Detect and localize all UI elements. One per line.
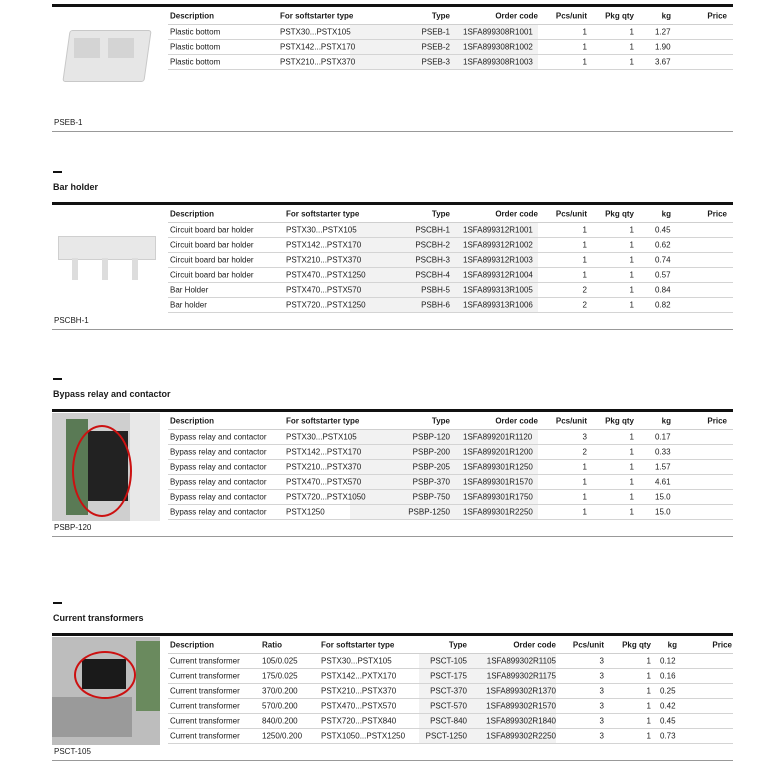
- cell-description: Bypass relay and contactor: [170, 462, 267, 472]
- cell-pkg-qty: 1: [646, 656, 651, 666]
- cell-pkg-qty: 1: [646, 701, 651, 711]
- header-pcs-unit: Pcs/unit: [555, 11, 587, 20]
- cell-kg: 0.42: [660, 701, 676, 711]
- header-order-code: Order code: [495, 209, 538, 218]
- cell-softstarter: PSTX1050...PSTX1250: [321, 731, 406, 741]
- cell-kg: 0.25: [660, 686, 676, 696]
- table-row: [168, 445, 733, 460]
- cell-pcs-unit: 1: [582, 462, 587, 472]
- cell-description: Bar Holder: [170, 285, 209, 295]
- cell-pkg-qty: 1: [646, 686, 651, 696]
- cell-pkg-qty: 1: [629, 57, 634, 67]
- header-type: Type: [431, 11, 450, 20]
- table-row: [168, 684, 733, 699]
- cell-type: PSCT-175: [430, 671, 467, 681]
- table-row: [168, 253, 733, 268]
- cell-softstarter: PSTX470...PSTX570: [321, 701, 397, 711]
- cell-pkg-qty: 1: [629, 42, 634, 52]
- table-row: [168, 268, 733, 283]
- cell-softstarter: PSTX30...PSTX105: [280, 27, 351, 37]
- cell-type: PSCT-570: [430, 701, 467, 711]
- cell-order-code: 1SFA899302R1105: [486, 656, 556, 666]
- cell-order-code: 1SFA899308R1003: [463, 57, 533, 67]
- cell-ratio: 570/0.200: [262, 701, 298, 711]
- product-image: [52, 413, 160, 521]
- cell-description: Circuit board bar holder: [170, 240, 254, 250]
- cell-description: Current transformer: [170, 731, 240, 741]
- section-title: Bar holder: [53, 182, 99, 192]
- cell-order-code: 1SFA899302R1570: [486, 701, 556, 711]
- header-price: Price: [712, 640, 732, 649]
- header-description: Description: [170, 11, 215, 20]
- header-softstarter: For softstarter type: [286, 416, 360, 425]
- highlight-ellipse: [74, 651, 136, 699]
- cell-description: Current transformer: [170, 686, 240, 696]
- table-row: [168, 430, 733, 445]
- header-kg: kg: [661, 11, 671, 20]
- cell-type: PSCBH-1: [415, 225, 450, 235]
- cell-softstarter: PSTX720...PSTX840: [321, 716, 397, 726]
- cell-softstarter: PSTX470...PSTX570: [286, 477, 362, 487]
- cell-pkg-qty: 1: [629, 462, 634, 472]
- header-order-code: Order code: [495, 416, 538, 425]
- section-bottom-rule: [52, 329, 733, 330]
- header-description: Description: [170, 640, 215, 649]
- cell-order-code: 1SFA899301R1570: [463, 477, 533, 487]
- cell-kg: 1.57: [655, 462, 671, 472]
- cell-pkg-qty: 1: [646, 716, 651, 726]
- cell-softstarter: PSTX470...PSTX1250: [286, 270, 366, 280]
- header-softstarter: For softstarter type: [321, 640, 395, 649]
- cell-ratio: 105/0.025: [262, 656, 298, 666]
- cell-kg: 0.74: [655, 255, 671, 265]
- cell-pcs-unit: 1: [582, 57, 587, 67]
- table-row: [168, 669, 733, 684]
- cell-kg: 0.57: [655, 270, 671, 280]
- cell-pkg-qty: 1: [646, 731, 651, 741]
- cell-type: PSBH-5: [421, 285, 450, 295]
- image-caption: PSCT-105: [54, 747, 91, 756]
- cell-description: Plastic bottom: [170, 27, 221, 37]
- cell-pcs-unit: 1: [582, 27, 587, 37]
- cell-order-code: 1SFA899201R1200: [463, 447, 533, 457]
- cell-softstarter: PSTX210...PSTX370: [280, 57, 356, 67]
- cell-pcs-unit: 1: [582, 477, 587, 487]
- cell-pkg-qty: 1: [629, 255, 634, 265]
- cell-softstarter: PSTX142...PXTX170: [321, 671, 397, 681]
- cell-type: PSBP-205: [412, 462, 450, 472]
- cell-type: PSCT-840: [430, 716, 467, 726]
- header-ratio: Ratio: [262, 640, 282, 649]
- cell-pcs-unit: 1: [582, 255, 587, 265]
- cell-description: Bypass relay and contactor: [170, 492, 267, 502]
- cell-pcs-unit: 3: [599, 671, 604, 681]
- cell-softstarter: PSTX210...PSTX370: [321, 686, 397, 696]
- cell-pcs-unit: 3: [599, 686, 604, 696]
- cell-pkg-qty: 1: [629, 492, 634, 502]
- cell-kg: 1.90: [655, 42, 671, 52]
- cell-pcs-unit: 1: [582, 240, 587, 250]
- cell-softstarter: PSTX720...PSTX1050: [286, 492, 366, 502]
- cell-order-code: 1SFA899302R1840: [486, 716, 556, 726]
- table-header: [168, 7, 733, 25]
- cell-kg: 0.12: [660, 656, 676, 666]
- cell-softstarter: PSTX142...PSTX170: [286, 240, 362, 250]
- header-pcs-unit: Pcs/unit: [572, 640, 604, 649]
- cell-pcs-unit: 3: [599, 656, 604, 666]
- cell-kg: 0.17: [655, 432, 671, 442]
- cell-ratio: 175/0.025: [262, 671, 298, 681]
- cell-type: PSEB-1: [421, 27, 450, 37]
- cell-type: PSCBH-3: [415, 255, 450, 265]
- cell-pcs-unit: 1: [582, 270, 587, 280]
- section-bottom-rule: [52, 131, 733, 132]
- table-row: [168, 490, 733, 505]
- cell-kg: 0.33: [655, 447, 671, 457]
- cell-pcs-unit: 1: [582, 225, 587, 235]
- table-row: [168, 25, 733, 40]
- cell-type: PSCBH-2: [415, 240, 450, 250]
- cell-pcs-unit: 1: [582, 42, 587, 52]
- cell-type: PSBP-1250: [408, 507, 450, 517]
- cell-order-code: 1SFA899302R2250: [486, 731, 556, 741]
- section-bottom-rule: [52, 760, 733, 761]
- cell-description: Circuit board bar holder: [170, 225, 254, 235]
- cell-kg: 15.0: [655, 492, 671, 502]
- cell-type: PSCT-105: [430, 656, 467, 666]
- cell-kg: 0.82: [655, 300, 671, 310]
- image-caption: PSCBH-1: [54, 316, 89, 325]
- cell-type: PSEB-2: [421, 42, 450, 52]
- cell-order-code: 1SFA899312R1001: [463, 225, 533, 235]
- cell-kg: 0.16: [660, 671, 676, 681]
- table-row: [168, 283, 733, 298]
- table-row: [168, 654, 733, 669]
- cell-pkg-qty: 1: [629, 447, 634, 457]
- cell-ratio: 840/0.200: [262, 716, 298, 726]
- cell-type: PSEB-3: [421, 57, 450, 67]
- cell-pcs-unit: 2: [582, 447, 587, 457]
- cell-type: PSBP-120: [412, 432, 450, 442]
- cell-description: Current transformer: [170, 671, 240, 681]
- cell-pcs-unit: 2: [582, 300, 587, 310]
- cell-type: PSBP-370: [412, 477, 450, 487]
- cell-order-code: 1SFA899313R1006: [463, 300, 533, 310]
- product-image: [52, 637, 160, 745]
- header-kg: kg: [667, 640, 677, 649]
- cell-order-code: 1SFA899301R2250: [463, 507, 533, 517]
- cell-softstarter: PSTX210...PSTX370: [286, 255, 362, 265]
- cell-kg: 15.0: [655, 507, 671, 517]
- section-bottom-rule: [52, 536, 733, 537]
- header-softstarter: For softstarter type: [280, 11, 354, 20]
- table-row: [168, 729, 733, 744]
- table-header: [168, 636, 733, 654]
- header-kg: kg: [661, 209, 671, 218]
- cell-type: PSCT-370: [430, 686, 467, 696]
- section-dash: [53, 378, 62, 380]
- section-title: Current transformers: [53, 613, 144, 623]
- cell-pkg-qty: 1: [629, 477, 634, 487]
- header-pkg-qty: Pkg qty: [605, 11, 634, 20]
- table-row: [168, 475, 733, 490]
- table-header: [168, 205, 733, 223]
- header-type: Type: [448, 640, 467, 649]
- table-header: [168, 412, 733, 430]
- cell-ratio: 370/0.200: [262, 686, 298, 696]
- cell-softstarter: PSTX30...PSTX105: [286, 225, 357, 235]
- cell-pkg-qty: 1: [629, 285, 634, 295]
- table-row: [168, 223, 733, 238]
- cell-pkg-qty: 1: [629, 432, 634, 442]
- cell-order-code: 1SFA899201R1120: [463, 432, 533, 442]
- cell-description: Bypass relay and contactor: [170, 477, 267, 487]
- cell-order-code: 1SFA899312R1002: [463, 240, 533, 250]
- cell-type: PSCT-1250: [425, 731, 467, 741]
- image-caption: PSEB-1: [54, 118, 83, 127]
- highlight-ellipse: [72, 425, 132, 517]
- cell-type: PSBH-6: [421, 300, 450, 310]
- cell-order-code: 1SFA899308R1002: [463, 42, 533, 52]
- cell-kg: 0.73: [660, 731, 676, 741]
- cell-description: Circuit board bar holder: [170, 255, 254, 265]
- header-description: Description: [170, 416, 215, 425]
- table-row: [168, 298, 733, 313]
- table-row: [168, 40, 733, 55]
- cell-description: Current transformer: [170, 701, 240, 711]
- header-order-code: Order code: [495, 11, 538, 20]
- section-dash: [53, 171, 62, 173]
- cell-pcs-unit: 1: [582, 507, 587, 517]
- cell-softstarter: PSTX30...PSTX105: [286, 432, 357, 442]
- cell-type: PSCBH-4: [415, 270, 450, 280]
- table-row: [168, 55, 733, 70]
- cell-pcs-unit: 1: [582, 492, 587, 502]
- cell-softstarter: PSTX142...PSTX170: [280, 42, 356, 52]
- header-pcs-unit: Pcs/unit: [555, 416, 587, 425]
- header-type: Type: [431, 416, 450, 425]
- cell-description: Bypass relay and contactor: [170, 432, 267, 442]
- cell-description: Bypass relay and contactor: [170, 447, 267, 457]
- cell-pkg-qty: 1: [646, 671, 651, 681]
- cell-pcs-unit: 3: [599, 716, 604, 726]
- cell-order-code: 1SFA899313R1005: [463, 285, 533, 295]
- cell-pkg-qty: 1: [629, 240, 634, 250]
- cell-ratio: 1250/0.200: [262, 731, 303, 741]
- table-row: [168, 460, 733, 475]
- cell-pcs-unit: 3: [599, 701, 604, 711]
- header-pcs-unit: Pcs/unit: [555, 209, 587, 218]
- cell-pkg-qty: 1: [629, 225, 634, 235]
- section-title: Bypass relay and contactor: [53, 389, 171, 399]
- cell-order-code: 1SFA899312R1004: [463, 270, 533, 280]
- image-caption: PSBP-120: [54, 523, 92, 532]
- cell-pcs-unit: 3: [599, 731, 604, 741]
- cell-description: Plastic bottom: [170, 57, 221, 67]
- cell-pkg-qty: 1: [629, 270, 634, 280]
- product-image: [52, 8, 160, 116]
- header-price: Price: [707, 416, 727, 425]
- cell-pkg-qty: 1: [629, 300, 634, 310]
- cell-kg: 1.27: [655, 27, 671, 37]
- header-price: Price: [707, 209, 727, 218]
- cell-softstarter: PSTX720...PSTX1250: [286, 300, 366, 310]
- cell-description: Plastic bottom: [170, 42, 221, 52]
- cell-description: Bar holder: [170, 300, 207, 310]
- table-row: [168, 238, 733, 253]
- header-pkg-qty: Pkg qty: [605, 416, 634, 425]
- cell-kg: 4.61: [655, 477, 671, 487]
- cell-softstarter: PSTX210...PSTX370: [286, 462, 362, 472]
- cell-kg: 0.84: [655, 285, 671, 295]
- cell-kg: 0.45: [660, 716, 676, 726]
- cell-pkg-qty: 1: [629, 27, 634, 37]
- cell-kg: 0.62: [655, 240, 671, 250]
- cell-type: PSBP-200: [412, 447, 450, 457]
- cell-order-code: 1SFA899312R1003: [463, 255, 533, 265]
- cell-description: Current transformer: [170, 716, 240, 726]
- product-image: [52, 206, 160, 314]
- header-type: Type: [431, 209, 450, 218]
- table-row: [168, 699, 733, 714]
- header-softstarter: For softstarter type: [286, 209, 360, 218]
- cell-pcs-unit: 3: [582, 432, 587, 442]
- cell-order-code: 1SFA899308R1001: [463, 27, 533, 37]
- table-row: [168, 505, 733, 520]
- header-pkg-qty: Pkg qty: [605, 209, 634, 218]
- header-description: Description: [170, 209, 215, 218]
- header-kg: kg: [661, 416, 671, 425]
- cell-description: Current transformer: [170, 656, 240, 666]
- cell-order-code: 1SFA899302R1175: [486, 671, 556, 681]
- table-row: [168, 714, 733, 729]
- cell-kg: 3.67: [655, 57, 671, 67]
- cell-pkg-qty: 1: [629, 507, 634, 517]
- cell-description: Circuit board bar holder: [170, 270, 254, 280]
- cell-order-code: 1SFA899302R1370: [486, 686, 556, 696]
- cell-type: PSBP-750: [412, 492, 450, 502]
- cell-softstarter: PSTX30...PSTX105: [321, 656, 392, 666]
- cell-pcs-unit: 2: [582, 285, 587, 295]
- section-dash: [53, 602, 62, 604]
- cell-order-code: 1SFA899301R1750: [463, 492, 533, 502]
- cell-softstarter: PSTX1250: [286, 507, 325, 517]
- header-order-code: Order code: [513, 640, 556, 649]
- cell-order-code: 1SFA899301R1250: [463, 462, 533, 472]
- cell-description: Bypass relay and contactor: [170, 507, 267, 517]
- cell-softstarter: PSTX142...PSTX170: [286, 447, 362, 457]
- header-price: Price: [707, 11, 727, 20]
- header-pkg-qty: Pkg qty: [622, 640, 651, 649]
- cell-softstarter: PSTX470...PSTX570: [286, 285, 362, 295]
- cell-kg: 0.45: [655, 225, 671, 235]
